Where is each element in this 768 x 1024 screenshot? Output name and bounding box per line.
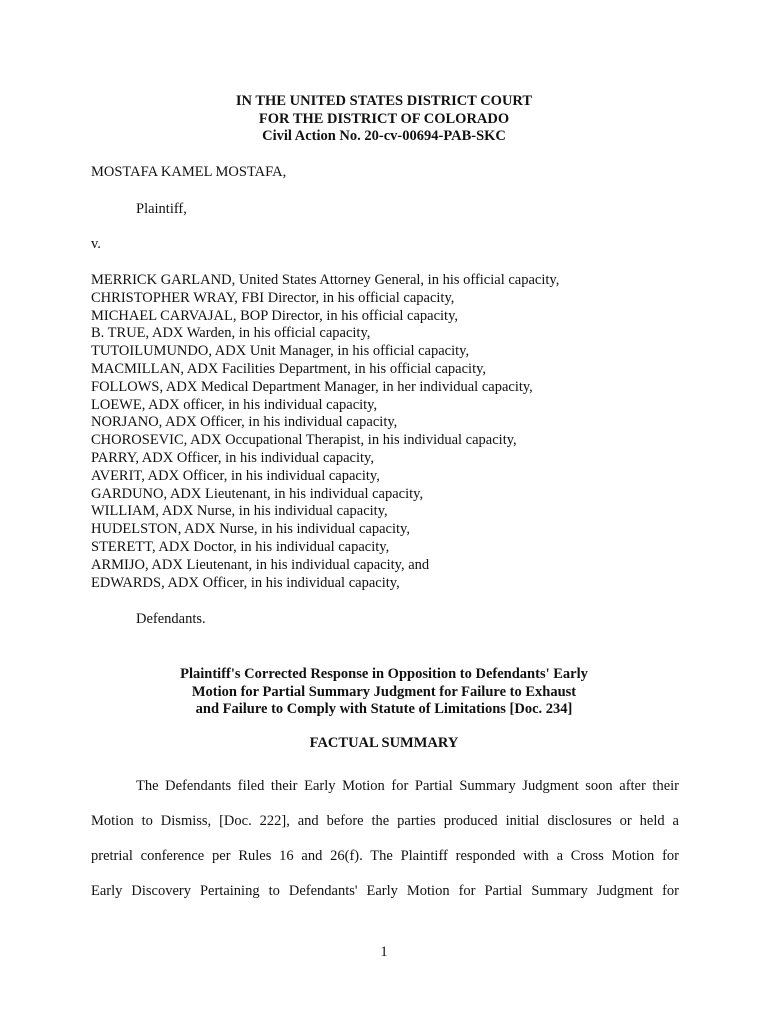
court-district: FOR THE DISTRICT OF COLORADO	[258, 110, 510, 127]
section-heading: FACTUAL SUMMARY	[309, 735, 459, 751]
body-line: pretrial conference per Rules 16 and 26(f). The Plaintiff responded with a Cross Motion for	[91, 848, 679, 864]
defendant-item: TUTOILUMUNDO, ADX Unit Manager, in his official capacity,	[91, 343, 470, 360]
court-caption	[0, 93, 768, 146]
defendant-item: CHOROSEVIC, ADX Occupational Therapist, in his individual capacity,	[91, 432, 517, 449]
motion-title	[0, 666, 768, 719]
motion-title-line: Plaintiff's Corrected Response in Opposition to Defendants' Early	[180, 666, 588, 682]
defendant-item: FOLLOWS, ADX Medical Department Manager, in her individual capacity,	[91, 378, 533, 395]
defendant-item: NORJANO, ADX Officer, in his individual capacity,	[91, 414, 398, 431]
body-line: Early Discovery Pertaining to Defendants' Early Motion for Partial Summary Judgment for	[91, 883, 679, 899]
body-line: The Defendants filed their Early Motion for Partial Summary Judgment soon after their	[136, 778, 679, 794]
plaintiff-name: MOSTAFA KAMEL MOSTAFA,	[91, 164, 287, 180]
versus-label: v.	[91, 236, 101, 252]
defendants-list	[91, 272, 559, 592]
defendant-item: GARDUNO, ADX Lieutenant, in his individual capacity,	[91, 485, 424, 502]
defendant-item: EDWARDS, ADX Officer, in his individual capacity,	[91, 574, 400, 591]
defendant-item: MERRICK GARLAND, United States Attorney General, in his official capacity,	[91, 272, 560, 288]
plaintiff-role: Plaintiff,	[136, 201, 187, 217]
court-name: IN THE UNITED STATES DISTRICT COURT	[235, 93, 533, 109]
defendant-item: CHRISTOPHER WRAY, FBI Director, in his official capacity,	[91, 289, 455, 306]
defendant-item: LOEWE, ADX officer, in his individual capacity,	[91, 396, 378, 413]
defendant-item: B. TRUE, ADX Warden, in his official capacity,	[91, 325, 371, 342]
civil-action-number: Civil Action No. 20-cv-00694-PAB-SKC	[262, 128, 506, 144]
defendant-item: ARMIJO, ADX Lieutenant, in his individual capacity, and	[91, 556, 430, 573]
defendant-item: PARRY, ADX Officer, in his individual capacity,	[91, 449, 374, 466]
motion-title-line: and Failure to Comply with Statute of Limitations [Doc. 234]	[195, 701, 573, 717]
defendant-item: HUDELSTON, ADX Nurse, in his individual capacity,	[91, 521, 410, 538]
defendants-role: Defendants.	[136, 611, 206, 627]
defendant-item: AVERIT, ADX Officer, in his individual capacity,	[91, 467, 380, 484]
body-line: Motion to Dismiss, [Doc. 222], and before the parties produced initial disclosures or held a	[91, 813, 679, 829]
body-paragraph	[91, 769, 679, 909]
defendant-item: MACMILLAN, ADX Facilities Department, in his official capacity,	[91, 360, 487, 377]
page-number: 1	[380, 944, 388, 960]
defendant-item: MICHAEL CARVAJAL, BOP Director, in his official capacity,	[91, 307, 459, 324]
defendant-item: STERETT, ADX Doctor, in his individual capacity,	[91, 538, 390, 555]
defendant-item: WILLIAM, ADX Nurse, in his individual capacity,	[91, 503, 388, 520]
motion-title-line: Motion for Partial Summary Judgment for Failure to Exhaust	[191, 683, 577, 700]
